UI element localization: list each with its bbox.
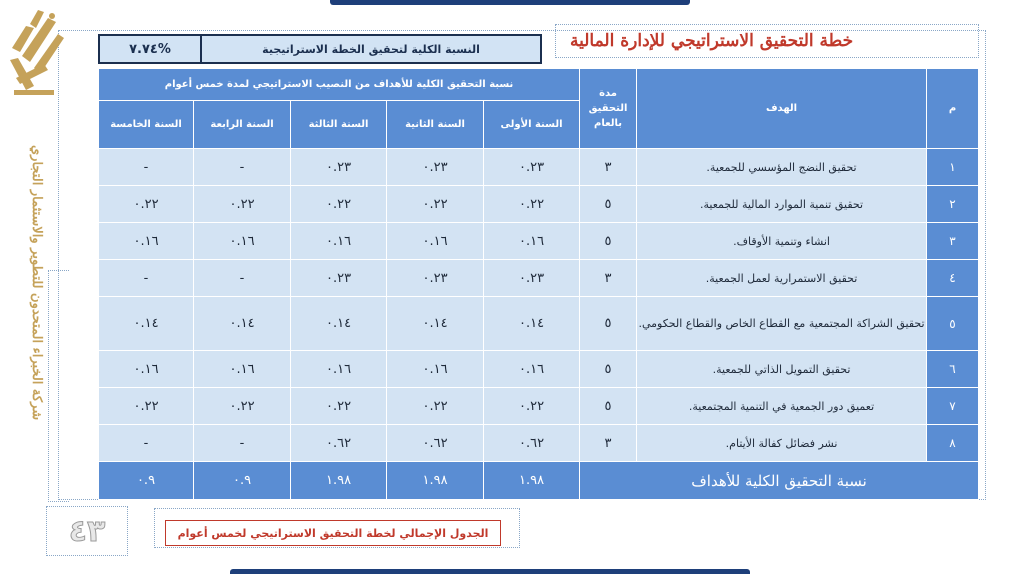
page-number: ٤٣ <box>46 506 128 556</box>
header-year-1: السنة الأولى <box>484 101 580 149</box>
row-num: ٥ <box>927 297 979 351</box>
header-year-5: السنة الخامسة <box>99 101 194 149</box>
row-duration: ٣ <box>580 149 637 186</box>
row-value: ٠.١٦ <box>291 223 387 260</box>
total-value: ١.٩٨ <box>387 462 484 500</box>
row-value: ٠.٢٢ <box>194 388 291 425</box>
page-title: خطة التحقيق الاستراتيجي للإدارة المالية <box>570 31 854 51</box>
strategy-table <box>98 68 979 500</box>
row-value: - <box>99 260 194 297</box>
row-num: ٨ <box>927 425 979 462</box>
row-goal: تحقيق التمويل الذاتي للجمعية. <box>637 351 927 388</box>
top-accent-bar <box>330 0 690 5</box>
row-value: ٠.٢٢ <box>484 388 580 425</box>
row-value: ٠.١٤ <box>99 297 194 351</box>
table-row <box>99 425 979 462</box>
row-goal: تحقيق النضج المؤسسي للجمعية. <box>637 149 927 186</box>
row-value: ٠.١٦ <box>387 223 484 260</box>
row-value: ٠.٢٣ <box>484 149 580 186</box>
row-duration: ٥ <box>580 297 637 351</box>
row-value: ٠.١٦ <box>387 351 484 388</box>
row-value: ٠.١٦ <box>99 351 194 388</box>
row-value: ٠.٢٢ <box>99 388 194 425</box>
overall-summary <box>98 34 542 64</box>
header-duration: مدة التحقيق بالعام <box>580 69 637 149</box>
row-goal: تعميق دور الجمعية في التنمية المجتمعية. <box>637 388 927 425</box>
row-value: ٠.٢٢ <box>291 186 387 223</box>
row-num: ٧ <box>927 388 979 425</box>
table-row <box>99 297 979 351</box>
row-value: ٠.٢٢ <box>387 186 484 223</box>
side-frame <box>48 270 69 502</box>
total-value: ٠.٩ <box>194 462 291 500</box>
row-num: ٤ <box>927 260 979 297</box>
row-value: ٠.١٤ <box>387 297 484 351</box>
row-value: - <box>194 425 291 462</box>
row-value: ٠.١٦ <box>484 351 580 388</box>
row-num: ٣ <box>927 223 979 260</box>
row-value: ٠.١٤ <box>194 297 291 351</box>
total-value: ١.٩٨ <box>484 462 580 500</box>
row-duration: ٥ <box>580 351 637 388</box>
company-logo-icon <box>4 8 66 104</box>
row-value: ٠.٢٢ <box>387 388 484 425</box>
row-value: ٠.١٤ <box>291 297 387 351</box>
row-value: ٠.٢٣ <box>484 260 580 297</box>
row-duration: ٣ <box>580 260 637 297</box>
row-duration: ٥ <box>580 223 637 260</box>
table-row <box>99 260 979 297</box>
header-num: م <box>927 69 979 149</box>
row-value: ٠.٦٢ <box>291 425 387 462</box>
table-row <box>99 388 979 425</box>
row-value: ٠.١٦ <box>291 351 387 388</box>
table-row <box>99 186 979 223</box>
row-value: ٠.٢٣ <box>291 260 387 297</box>
total-value: ٠.٩ <box>99 462 194 500</box>
header-group: نسبة التحقيق الكلية للأهداف من النصيب الاستراتيجي لمدة خمس أعوام <box>99 69 580 101</box>
header-year-3: السنة الثالثة <box>291 101 387 149</box>
row-num: ١ <box>927 149 979 186</box>
row-value: ٠.٢٢ <box>484 186 580 223</box>
row-value: - <box>99 425 194 462</box>
row-value: ٠.٦٢ <box>484 425 580 462</box>
row-value: ٠.٢٢ <box>99 186 194 223</box>
row-duration: ٣ <box>580 425 637 462</box>
row-value: ٠.٢٣ <box>387 260 484 297</box>
row-value: ٠.٢٢ <box>194 186 291 223</box>
page-title-box <box>555 24 979 58</box>
bottom-accent-bar <box>230 569 750 574</box>
table-caption: الجدول الإجمالي لخطة التحقيق الاستراتيجي لخمس أعوام <box>165 520 501 546</box>
total-row <box>99 462 979 500</box>
row-value: ٠.١٦ <box>99 223 194 260</box>
row-value: ٠.٢٣ <box>291 149 387 186</box>
table-row <box>99 149 979 186</box>
row-goal: تحقيق الاستمرارية لعمل الجمعية. <box>637 260 927 297</box>
row-value: ٠.١٤ <box>484 297 580 351</box>
overall-percentage: ٧.٧٤% <box>100 36 202 62</box>
row-goal: تحقيق تنمية الموارد المالية للجمعية. <box>637 186 927 223</box>
overall-label: النسبة الكلية لتحقيق الخطة الاستراتيجية <box>202 36 540 62</box>
row-num: ٦ <box>927 351 979 388</box>
row-value: - <box>194 260 291 297</box>
row-goal: نشر فضائل كفالة الأيتام. <box>637 425 927 462</box>
table-row <box>99 351 979 388</box>
row-value: - <box>194 149 291 186</box>
row-goal: تحقيق الشراكة المجتمعية مع القطاع الخاص والقطاع الحكومي. <box>637 297 927 351</box>
row-value: ٠.١٦ <box>194 351 291 388</box>
header-goal: الهدف <box>637 69 927 149</box>
total-label: نسبة التحقيق الكلية للأهداف <box>580 462 979 500</box>
row-goal: انشاء وتنمية الأوقاف. <box>637 223 927 260</box>
company-name-vertical: شركة الخبراء المتحدون للتطوير والاستثمار التجاري <box>29 145 44 421</box>
row-value: ٠.٢٣ <box>387 149 484 186</box>
header-year-2: السنة الثانية <box>387 101 484 149</box>
header-year-4: السنة الرابعة <box>194 101 291 149</box>
row-value: - <box>99 149 194 186</box>
table-row <box>99 223 979 260</box>
row-value: ٠.١٦ <box>484 223 580 260</box>
row-duration: ٥ <box>580 388 637 425</box>
row-num: ٢ <box>927 186 979 223</box>
row-value: ٠.١٦ <box>194 223 291 260</box>
row-value: ٠.٦٢ <box>387 425 484 462</box>
row-duration: ٥ <box>580 186 637 223</box>
total-value: ١.٩٨ <box>291 462 387 500</box>
row-value: ٠.٢٢ <box>291 388 387 425</box>
